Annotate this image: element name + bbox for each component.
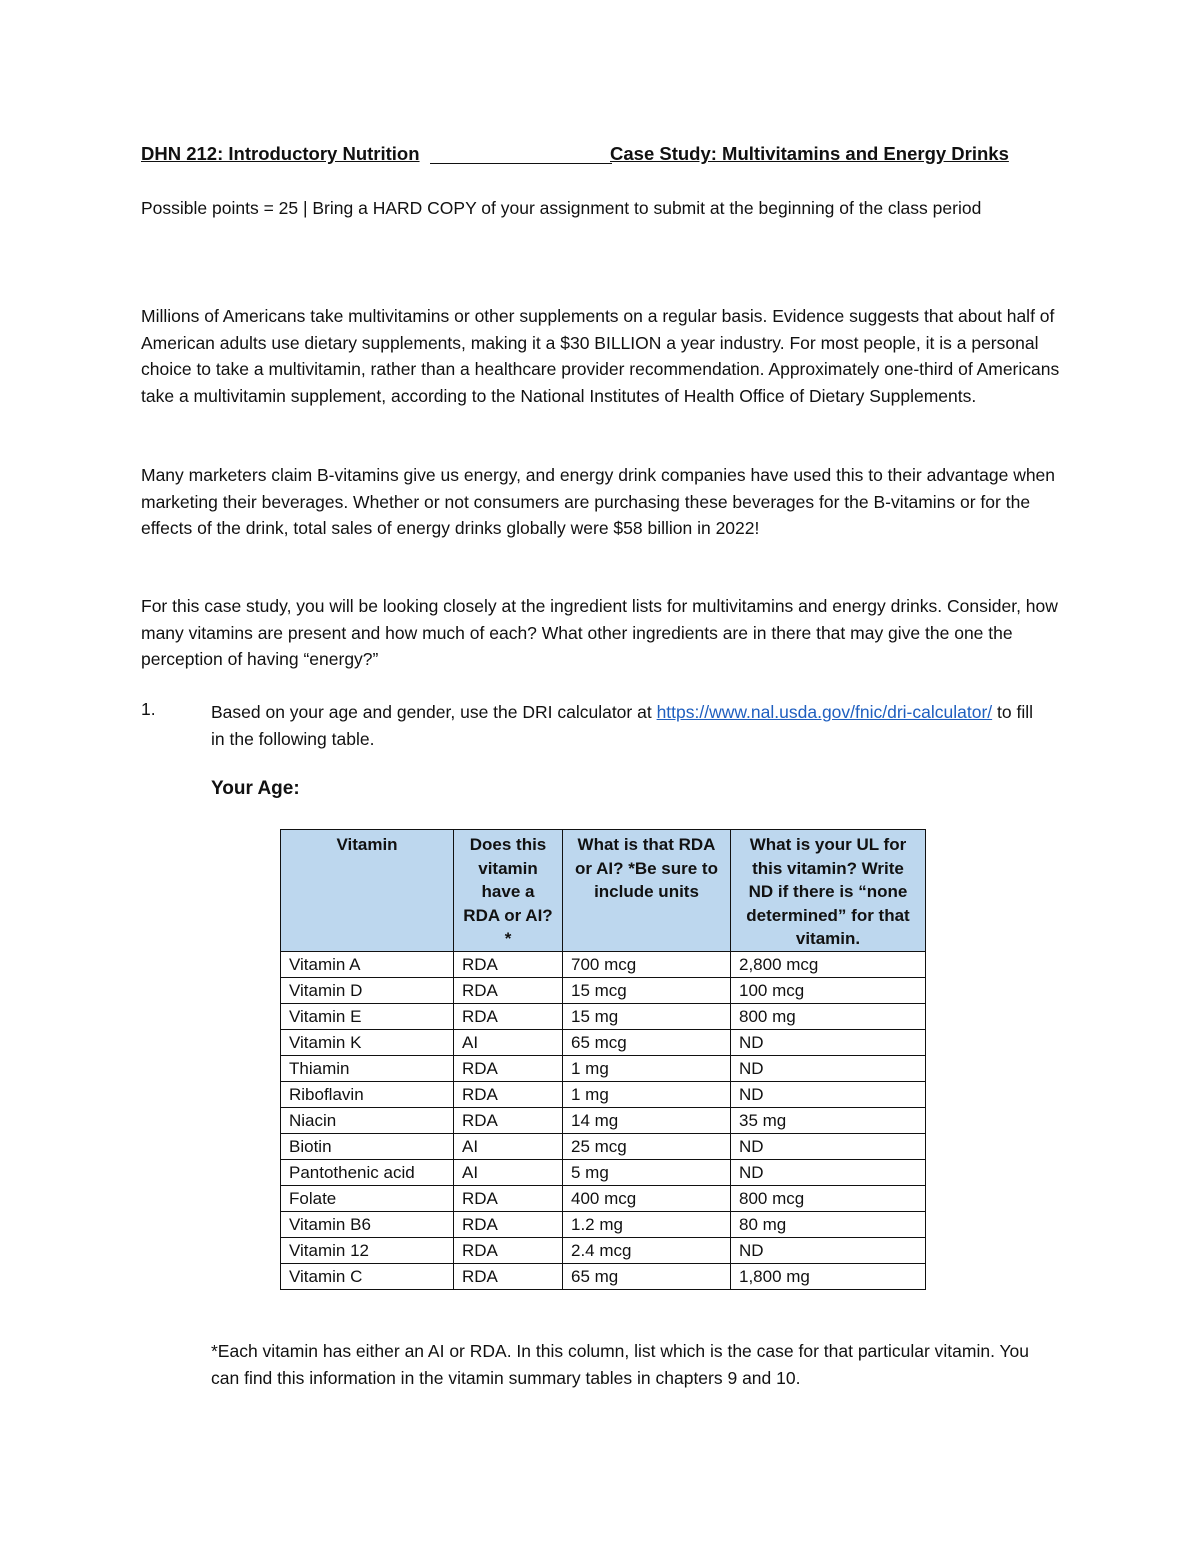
cell-amount: 15 mcg bbox=[563, 977, 731, 1003]
table-body bbox=[281, 951, 926, 1289]
table-row bbox=[281, 951, 926, 977]
cell-type: RDA bbox=[454, 1081, 563, 1107]
cell-ul: 100 mcg bbox=[731, 977, 926, 1003]
cell-vitamin: Riboflavin bbox=[281, 1081, 454, 1107]
cell-vitamin: Vitamin C bbox=[281, 1263, 454, 1289]
paragraph-case-study: For this case study, you will be looking closely at the ingredient lists for multivitamins and energy drinks. Consider, how many vitamins are present and how much of each? What other ingredients are in there that may give the one the perception of having “energy?” bbox=[141, 596, 1058, 670]
table-row bbox=[281, 1133, 926, 1159]
cell-type: RDA bbox=[454, 1237, 563, 1263]
paragraph-energy-drinks: Many marketers claim B-vitamins give us energy, and energy drink companies have used this to their advantage when marketing their beverages. Whether or not consumers are purchasing these beverages for the B-vitamins or for the effects of the drink, total sales of energy drinks globally were $58 billion in 2022! bbox=[141, 465, 1056, 539]
cell-amount: 5 mg bbox=[563, 1159, 731, 1185]
table-row bbox=[281, 1107, 926, 1133]
course-title: DHN 212: Introductory Nutrition bbox=[141, 143, 420, 164]
vitamin-table bbox=[280, 829, 926, 1290]
cell-ul: ND bbox=[731, 1159, 926, 1185]
cell-type: RDA bbox=[454, 1003, 563, 1029]
cell-type: RDA bbox=[454, 1055, 563, 1081]
cell-type: RDA bbox=[454, 951, 563, 977]
cell-ul: ND bbox=[731, 1237, 926, 1263]
cell-type: AI bbox=[454, 1133, 563, 1159]
cell-amount: 1.2 mg bbox=[563, 1211, 731, 1237]
cell-vitamin: Vitamin A bbox=[281, 951, 454, 977]
cell-ul: ND bbox=[731, 1133, 926, 1159]
cell-ul: ND bbox=[731, 1029, 926, 1055]
cell-amount: 14 mg bbox=[563, 1107, 731, 1133]
cell-vitamin: Vitamin K bbox=[281, 1029, 454, 1055]
cell-amount: 700 mcg bbox=[563, 951, 731, 977]
question-text-before: Based on your age and gender, use the DRI calculator at bbox=[211, 702, 657, 722]
cell-ul: 800 mg bbox=[731, 1003, 926, 1029]
table-row bbox=[281, 1263, 926, 1289]
cell-ul: 1,800 mg bbox=[731, 1263, 926, 1289]
cell-type: RDA bbox=[454, 1185, 563, 1211]
question-text-after: to fill in the following table. bbox=[211, 702, 1034, 749]
question-number: 1. bbox=[141, 699, 156, 719]
header-rda-ai-value: What is that RDA or AI? *Be sure to include units bbox=[563, 830, 731, 952]
cell-amount: 400 mcg bbox=[563, 1185, 731, 1211]
cell-vitamin: Vitamin E bbox=[281, 1003, 454, 1029]
cell-vitamin: Niacin bbox=[281, 1107, 454, 1133]
header-vitamin: Vitamin bbox=[281, 830, 454, 952]
your-age-label: Your Age: bbox=[211, 778, 300, 799]
table-header-row bbox=[281, 830, 926, 952]
points-instructions: Possible points = 25 | Bring a HARD COPY of your assignment to submit at the beginning of the class period bbox=[141, 198, 982, 218]
dri-calculator-link[interactable]: https://www.nal.usda.gov/fnic/dri-calculator/ bbox=[656, 702, 993, 722]
footnote: *Each vitamin has either an AI or RDA. In this column, list which is the case for that particular vitamin. You can find this information in the vitamin summary tables in chapters 9 and 10. bbox=[211, 1341, 1030, 1388]
cell-vitamin: Pantothenic acid bbox=[281, 1159, 454, 1185]
cell-vitamin: Folate bbox=[281, 1185, 454, 1211]
cell-amount: 65 mcg bbox=[563, 1029, 731, 1055]
cell-ul: ND bbox=[731, 1055, 926, 1081]
cell-type: RDA bbox=[454, 1211, 563, 1237]
cell-amount: 15 mg bbox=[563, 1003, 731, 1029]
table-row bbox=[281, 1029, 926, 1055]
table-row bbox=[281, 977, 926, 1003]
cell-vitamin: Vitamin D bbox=[281, 977, 454, 1003]
cell-vitamin: Vitamin B6 bbox=[281, 1211, 454, 1237]
question-text bbox=[211, 699, 1041, 752]
table-row bbox=[281, 1081, 926, 1107]
cell-ul: 35 mg bbox=[731, 1107, 926, 1133]
header-ul: What is your UL for this vitamin? Write ND if there is “none determined” for that vitamin. bbox=[731, 830, 926, 952]
cell-vitamin: Vitamin 12 bbox=[281, 1237, 454, 1263]
cell-ul: 2,800 mcg bbox=[731, 951, 926, 977]
cell-type: AI bbox=[454, 1159, 563, 1185]
table-row bbox=[281, 1159, 926, 1185]
cell-vitamin: Thiamin bbox=[281, 1055, 454, 1081]
cell-amount: 1 mg bbox=[563, 1081, 731, 1107]
cell-type: RDA bbox=[454, 1107, 563, 1133]
cell-vitamin: Biotin bbox=[281, 1133, 454, 1159]
cell-amount: 2.4 mcg bbox=[563, 1237, 731, 1263]
cell-amount: 1 mg bbox=[563, 1055, 731, 1081]
cell-type: RDA bbox=[454, 1263, 563, 1289]
cell-amount: 25 mcg bbox=[563, 1133, 731, 1159]
table-row bbox=[281, 1237, 926, 1263]
table-row bbox=[281, 1185, 926, 1211]
case-study-title: Case Study: Multivitamins and Energy Drinks bbox=[610, 143, 1009, 164]
cell-ul: ND bbox=[731, 1081, 926, 1107]
table-row bbox=[281, 1055, 926, 1081]
table-row bbox=[281, 1003, 926, 1029]
cell-ul: 800 mcg bbox=[731, 1185, 926, 1211]
paragraph-multivitamins: Millions of Americans take multivitamins or other supplements on a regular basis. Evidence suggests that about half of American adults use dietary supplements, making it a $30 BILLION a year industry. For most people, it is a personal choice to take a multivitamin, rather than a healthcare provider recommendation. Approximately one-third of Americans take a multivitamin supplement, according to the National Institutes of Health Office of Dietary Supplements. bbox=[141, 306, 1060, 406]
cell-ul: 80 mg bbox=[731, 1211, 926, 1237]
cell-amount: 65 mg bbox=[563, 1263, 731, 1289]
cell-type: RDA bbox=[454, 977, 563, 1003]
header-underline-gap bbox=[430, 163, 612, 164]
cell-type: AI bbox=[454, 1029, 563, 1055]
header-rda-or-ai: Does this vitamin have a RDA or AI?* bbox=[454, 830, 563, 952]
table-row bbox=[281, 1211, 926, 1237]
